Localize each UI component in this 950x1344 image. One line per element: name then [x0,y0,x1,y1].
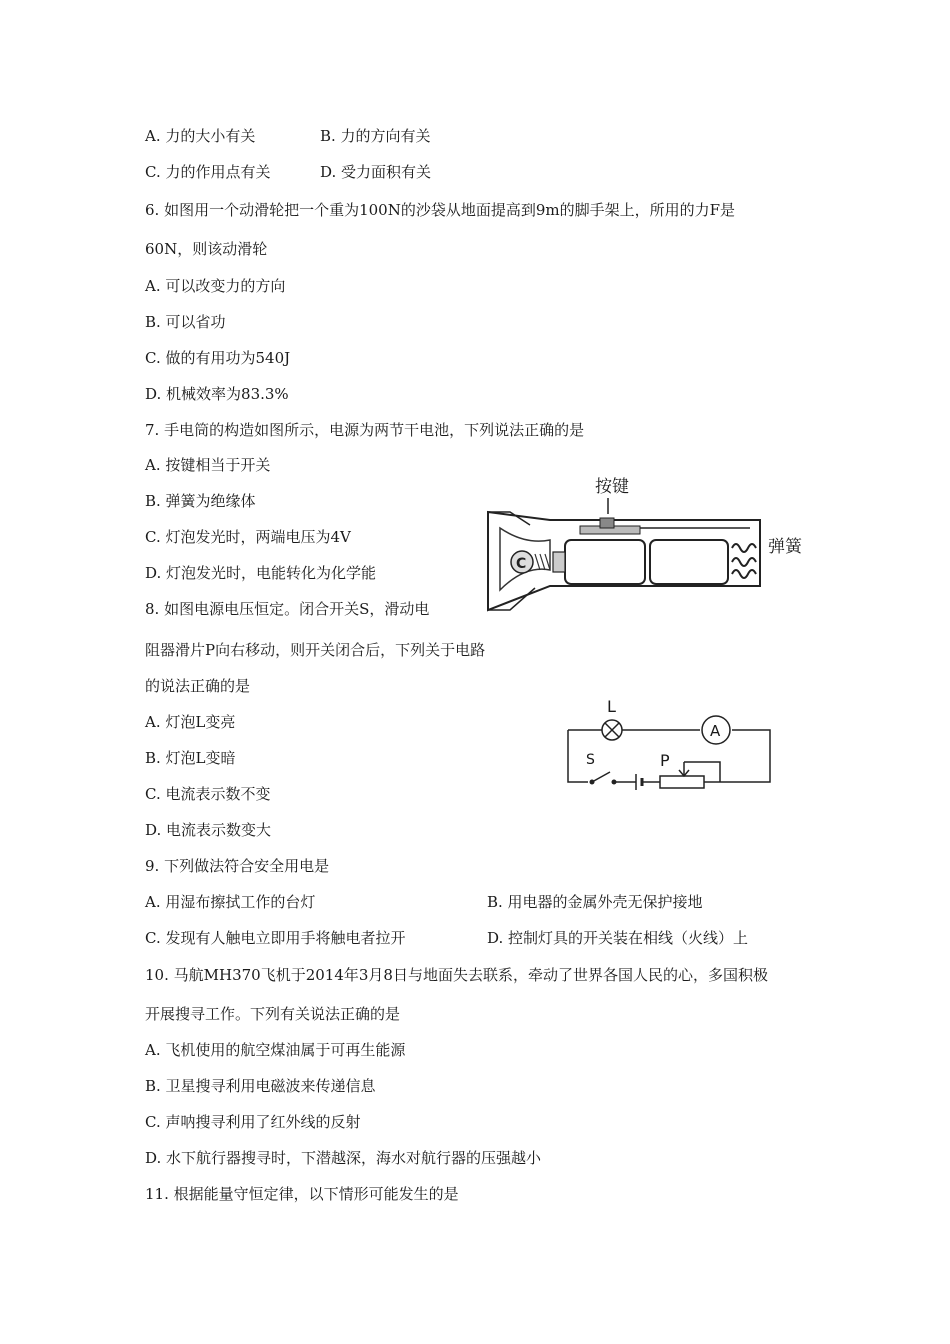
question-9: 9. 下列做法符合安全用电是 [145,857,330,875]
slider-label: P [660,751,670,770]
option-9a: A. 用湿布擦拭工作的台灯 [145,893,316,911]
option-10c: C. 声呐搜寻利用了红外线的反射 [145,1113,361,1131]
option-8a: A. 灯泡L变亮 [145,713,236,731]
option-6c: C. 做的有用功为540J [145,349,291,367]
button-label: 按键 [595,477,629,497]
option-5b: B. 力的方向有关 [320,127,431,145]
button-icon [600,518,614,528]
option-8b: B. 灯泡L变暗 [145,749,236,767]
question-6-cont: 60N，则该动滑轮 [145,240,268,258]
circuit-figure [560,690,780,790]
question-10-cont: 开展搜寻工作。下列有关说法正确的是 [145,1005,401,1023]
switch-label: S [586,752,595,768]
option-5d: D. 受力面积有关 [320,163,432,181]
bulb-label: C [516,556,527,572]
question-10: 10. 马航MH370飞机于2014年3月8日与地面失去联系，牵动了世界各国人民的心，多国积极 [145,966,768,984]
question-6: 6. 如图用一个动滑轮把一个重为100N的沙袋从地面提高到9m的脚手架上，所用的力F是 [145,201,736,219]
option-7b: B. 弹簧为绝缘体 [145,492,256,510]
option-8c: C. 电流表示数不变 [145,785,271,803]
option-8d: D. 电流表示数变大 [145,821,272,839]
option-6a: A. 可以改变力的方向 [145,277,286,295]
option-7d: D. 灯泡发光时，电能转化为化学能 [145,564,377,582]
question-11: 11. 根据能量守恒定律，以下情形可能发生的是 [145,1185,459,1203]
option-5c: C. 力的作用点有关 [145,163,271,181]
rheostat-icon [660,776,704,788]
option-7c: C. 灯泡发光时，两端电压为4V [145,528,351,546]
spring-label: 弹簧 [768,537,802,557]
battery-2 [650,540,728,584]
flashlight-figure [480,470,820,615]
question-8-cont2: 的说法正确的是 [145,677,251,695]
option-6b: B. 可以省功 [145,313,226,331]
question-8-cont: 阻器滑片P向右移动，则开关闭合后，下列关于电路 [145,641,486,659]
option-10b: B. 卫星搜寻利用电磁波来传递信息 [145,1077,376,1095]
question-7: 7. 手电筒的构造如图所示，电源为两节干电池，下列说法正确的是 [145,421,585,439]
option-9b: B. 用电器的金属外壳无保护接地 [487,893,703,911]
lamp-label: L [607,697,616,716]
option-9c: C. 发现有人触电立即用手将触电者拉开 [145,929,406,947]
option-5a: A. 力的大小有关 [145,127,256,145]
battery-1 [565,540,645,584]
option-9d: D. 控制灯具的开关装在相线（火线）上 [487,929,749,947]
option-6d: D. 机械效率为83.3% [145,385,289,403]
option-10d: D. 水下航行器搜寻时，下潜越深，海水对航行器的压强越小 [145,1149,542,1167]
option-7a: A. 按键相当于开关 [145,456,271,474]
option-10a: A. 飞机使用的航空煤油属于可再生能源 [145,1041,406,1059]
spring-icon [732,544,756,552]
socket-coil [535,554,550,570]
ammeter-label: A [710,722,721,740]
question-8: 8. 如图电源电压恒定。闭合开关S，滑动电 [145,600,430,618]
